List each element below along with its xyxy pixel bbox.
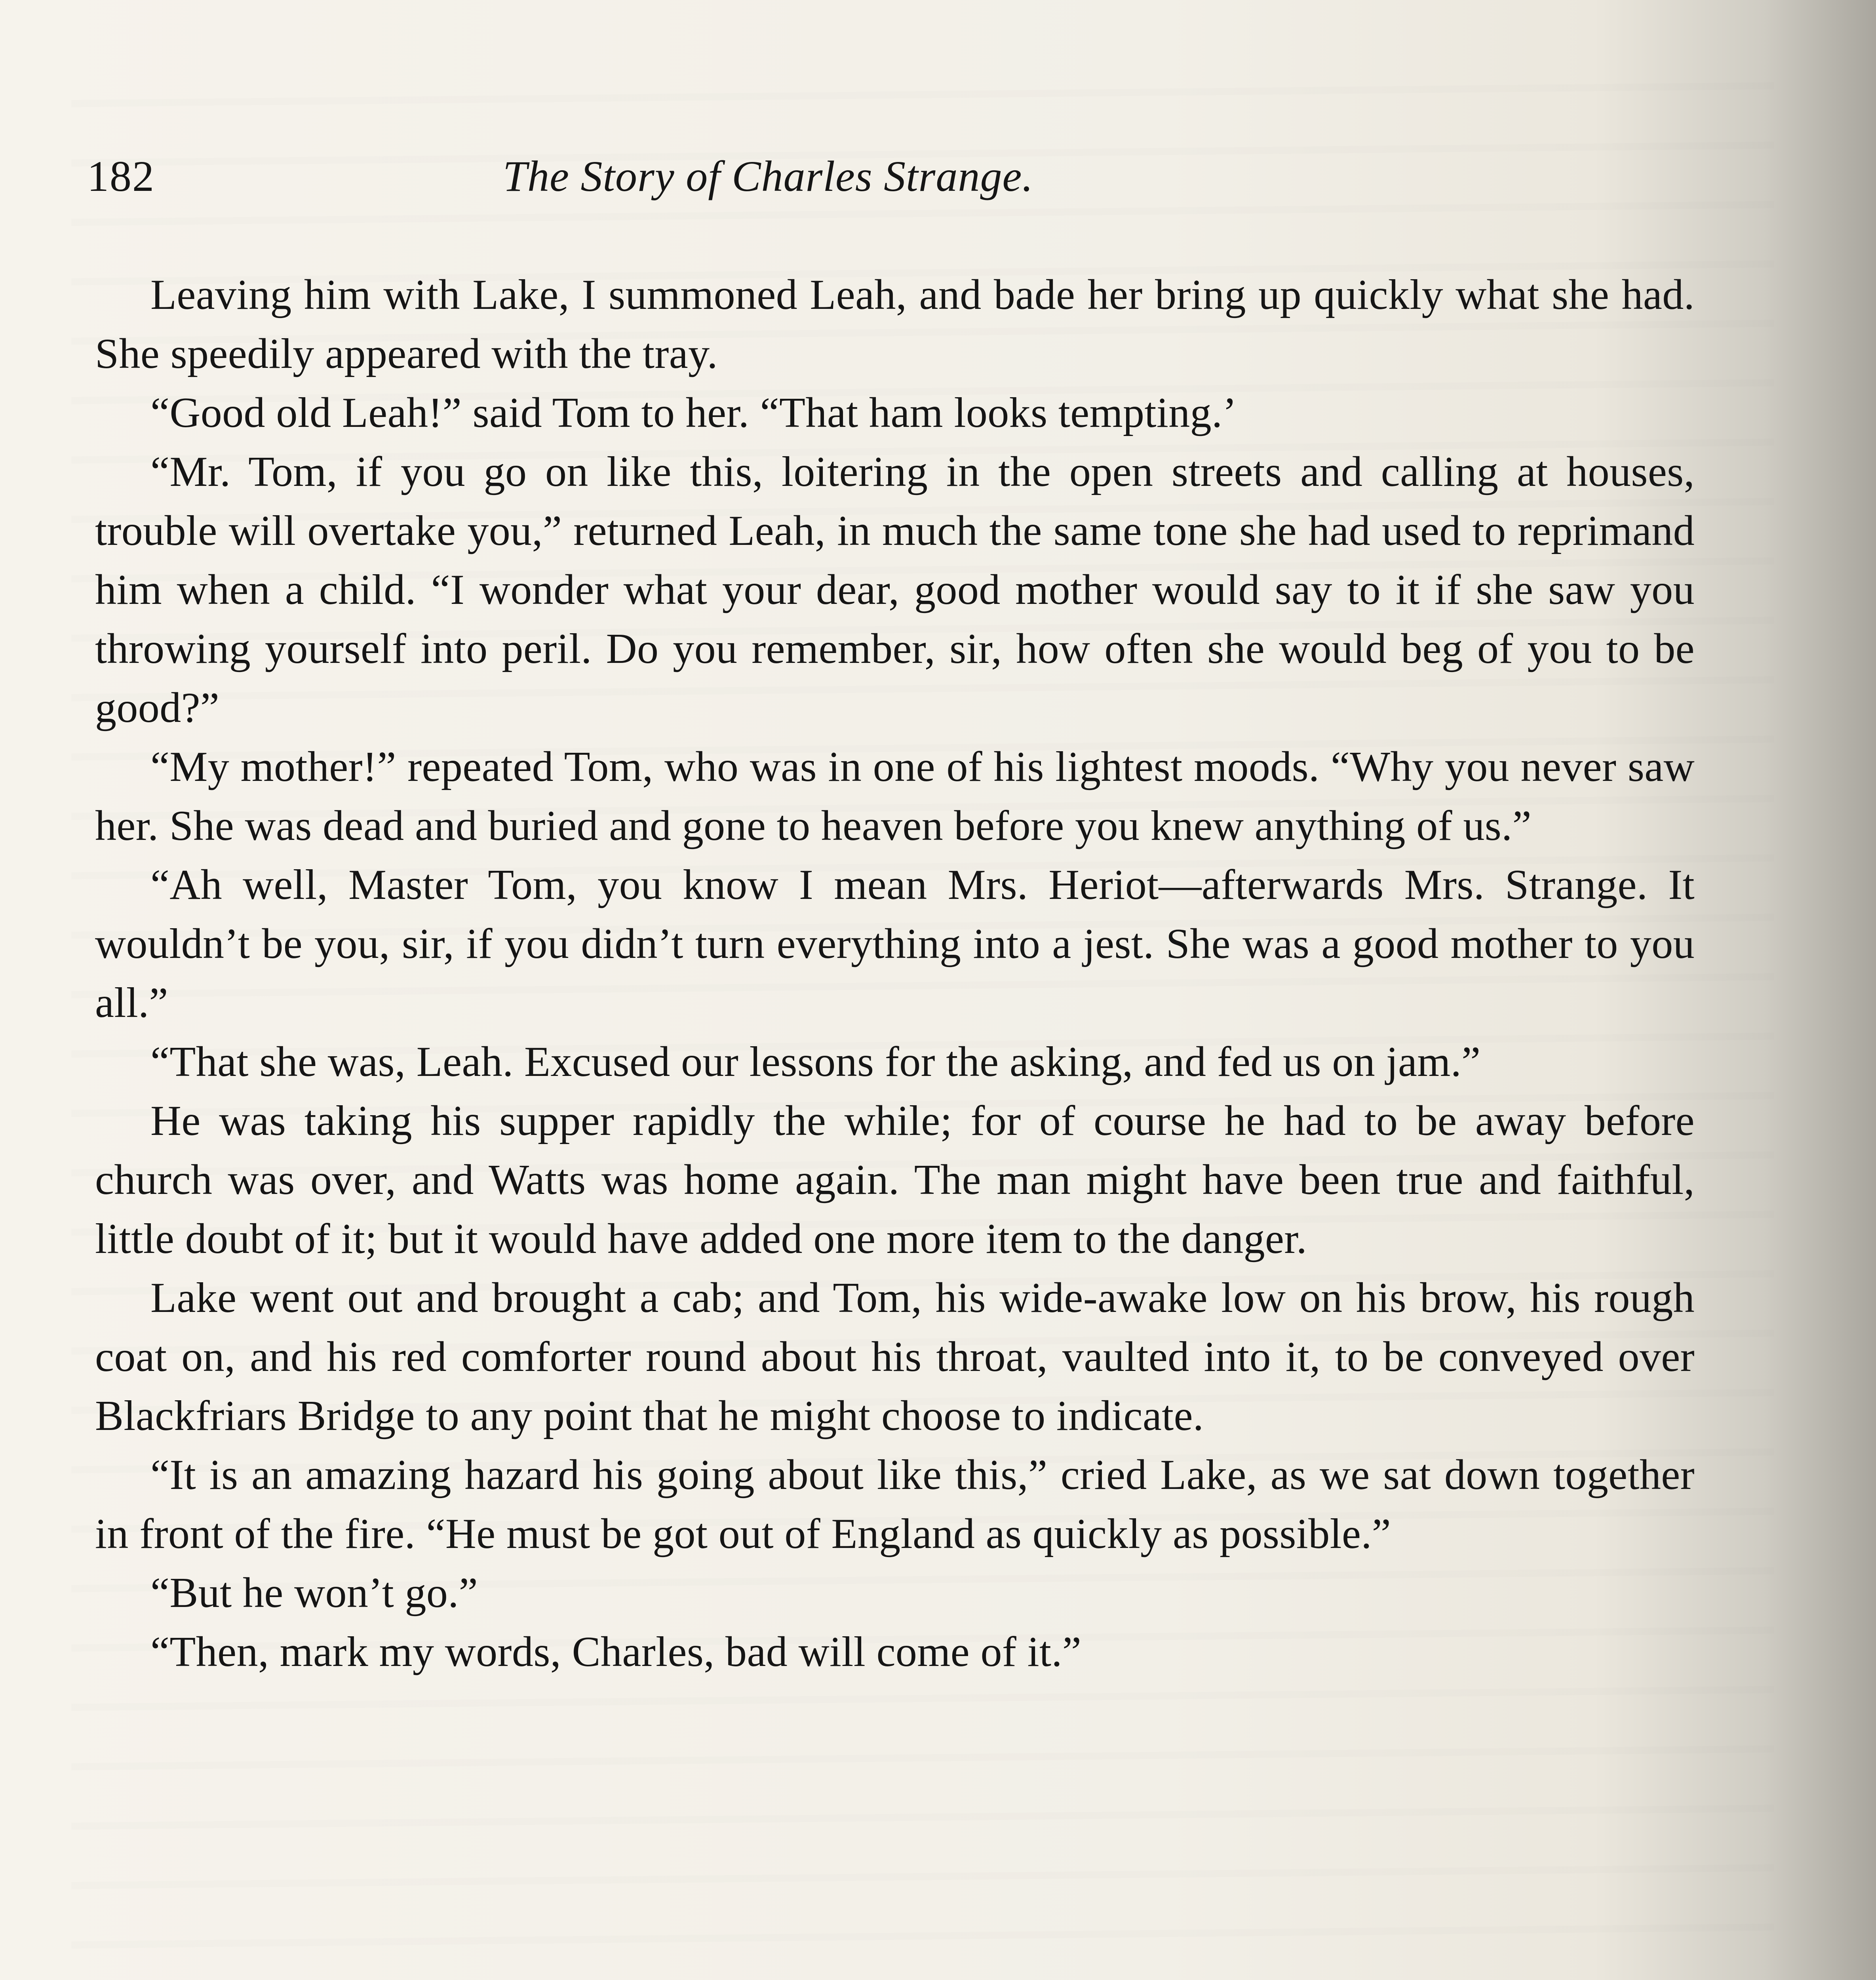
running-title: The Story of Charles Strange.: [503, 152, 1033, 200]
page-number: 182: [87, 152, 155, 200]
paragraph: “But he won’t go.”: [150, 1569, 478, 1616]
paragraph: Leaving him with Lake, I summoned Leah, and bade her bring up quickly what she had. She speedily appeared with the tray.: [95, 271, 1695, 377]
paragraph: “Then, mark my words, Charles, bad will come of it.”: [150, 1628, 1082, 1675]
article-body: [95, 265, 1695, 1681]
paragraph: Lake went out and brought a cab; and Tom, his wide-awake low on his brow, his rough coat on, and his red comforter round about his throat, vaulted into it, to be conveyed over Blackfriars Bridge to any point that he might choose to indicate.: [95, 1274, 1695, 1439]
page-header: [87, 154, 1691, 226]
paragraph: “Good old Leah!” said Tom to her. “That ham looks tempting.’: [150, 389, 1237, 436]
paragraph: “Ah well, Master Tom, you know I mean Mrs. Heriot—afterwards Mrs. Strange. It wouldn’t be you, sir, if you didn’t turn everything into a jest. She was a good mother to you all.”: [95, 861, 1695, 1026]
paragraph: “My mother!” repeated Tom, who was in one of his lightest moods. “Why you never saw her. She was dead and buried and gone to heaven before you knew anything of us.”: [95, 743, 1695, 849]
paragraph: “Mr. Tom, if you go on like this, loitering in the open streets and calling at houses, trouble will overtake you,” returned Leah, in much the same tone she had used to reprimand him when a child. “I wonder what your dear, good mother would say to it if she saw you throwing yourself into peril. Do you remember, sir, how often she would beg of you to be good?”: [95, 448, 1695, 731]
paragraph: “That she was, Leah. Excused our lessons for the asking, and fed us on jam.”: [150, 1038, 1481, 1085]
paragraph: “It is an amazing hazard his going about like this,” cried Lake, as we sat down together in front of the fire. “He must be got out of England as quickly as possible.”: [95, 1451, 1695, 1557]
paragraph: He was taking his supper rapidly the while; for of course he had to be away before church was over, and Watts was home again. The man might have been true and faithful, little doubt of it; but it would have added one more item to the danger.: [95, 1097, 1695, 1262]
